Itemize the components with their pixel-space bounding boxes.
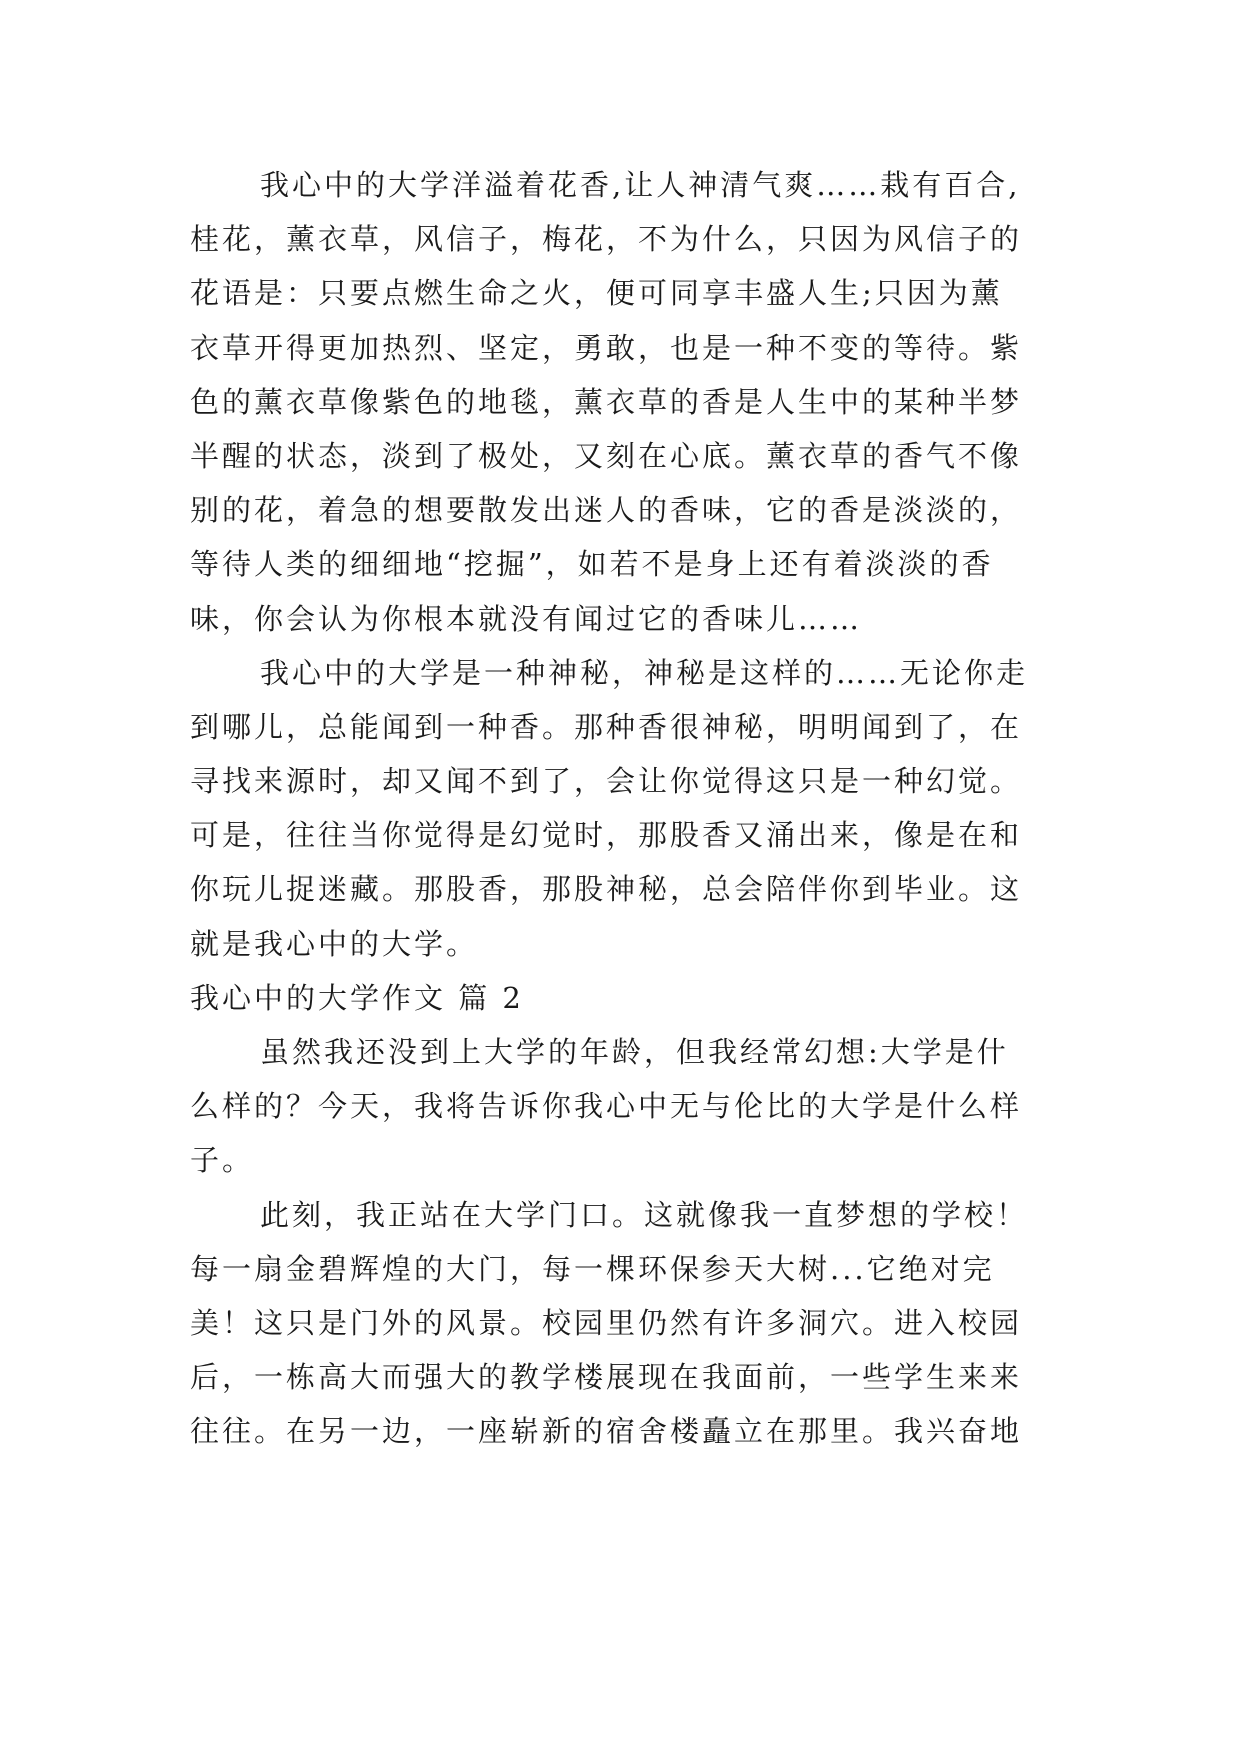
paragraph <box>190 646 1080 971</box>
text-line: 别的花，着急的想要散发出迷人的香味，它的香是淡淡的， <box>190 493 1023 528</box>
text-line: 此刻，我正站在大学门口。这就像我一直梦想的学校！ <box>260 1197 1029 1232</box>
text-line: 我心中的大学洋溢着花香,让人神清气爽……栽有百合, <box>260 168 1021 202</box>
text-line: 味，你会认为你根本就没有闻过它的香味儿…… <box>190 601 863 636</box>
text-line: 么样的？今天，我将告诉你我心中无与伦比的大学是什么样 <box>190 1089 1023 1124</box>
text-line: 就是我心中的大学。 <box>190 926 479 961</box>
document-body <box>190 158 1080 1459</box>
text-line: 后，一栋高大而强大的教学楼展现在我面前，一些学生来来 <box>190 1360 1023 1395</box>
text-line: 桂花，薰衣草，风信子，梅花，不为什么，只因为风信子的 <box>190 222 1023 257</box>
text-line: 可是，往往当你觉得是幻觉时，那股香又涌出来，像是在和 <box>190 818 1023 853</box>
text-line: 往往。在另一边，一座崭新的宿舍楼矗立在那里。我兴奋地 <box>190 1414 1023 1449</box>
text-line: 花语是：只要点燃生命之火，便可同享丰盛人生;只因为薰 <box>190 276 1003 311</box>
text-line: 子。 <box>190 1143 255 1178</box>
paragraph <box>190 1188 1080 1459</box>
text-line: 等待人类的细细地“挖掘”，如若不是身上还有着淡淡的香 <box>190 547 994 582</box>
paragraph <box>190 158 1080 646</box>
text-line: 寻找来源时，却又闻不到了，会让你觉得这只是一种幻觉。 <box>190 764 1023 799</box>
text-line: 色的薰衣草像紫色的地毯，薰衣草的香是人生中的某种半梦 <box>190 384 1023 419</box>
text-line: 你玩儿捉迷藏。那股香，那股神秘，总会陪伴你到毕业。这 <box>190 872 1023 907</box>
text-line: 衣草开得更加热烈、坚定，勇敢，也是一种不变的等待。紫 <box>190 330 1023 365</box>
text-line: 半醒的状态，淡到了极处，又刻在心底。薰衣草的香气不像 <box>190 438 1023 473</box>
text-line: 美！这只是门外的风景。校园里仍然有许多洞穴。进入校园 <box>190 1305 1023 1340</box>
text-line: 到哪儿，总能闻到一种香。那种香很神秘，明明闻到了，在 <box>190 709 1023 744</box>
text-line: 每一扇金碧辉煌的大门，每一棵环保参天大树...它绝对完 <box>190 1251 995 1286</box>
paragraph <box>190 1025 1080 1188</box>
text-line: 我心中的大学是一种神秘，神秘是这样的……无论你走 <box>260 655 1029 690</box>
section-title: 我心中的大学作文 篇 2 <box>190 980 524 1015</box>
text-line: 虽然我还没到上大学的年龄，但我经常幻想:大学是什 <box>260 1035 1009 1069</box>
